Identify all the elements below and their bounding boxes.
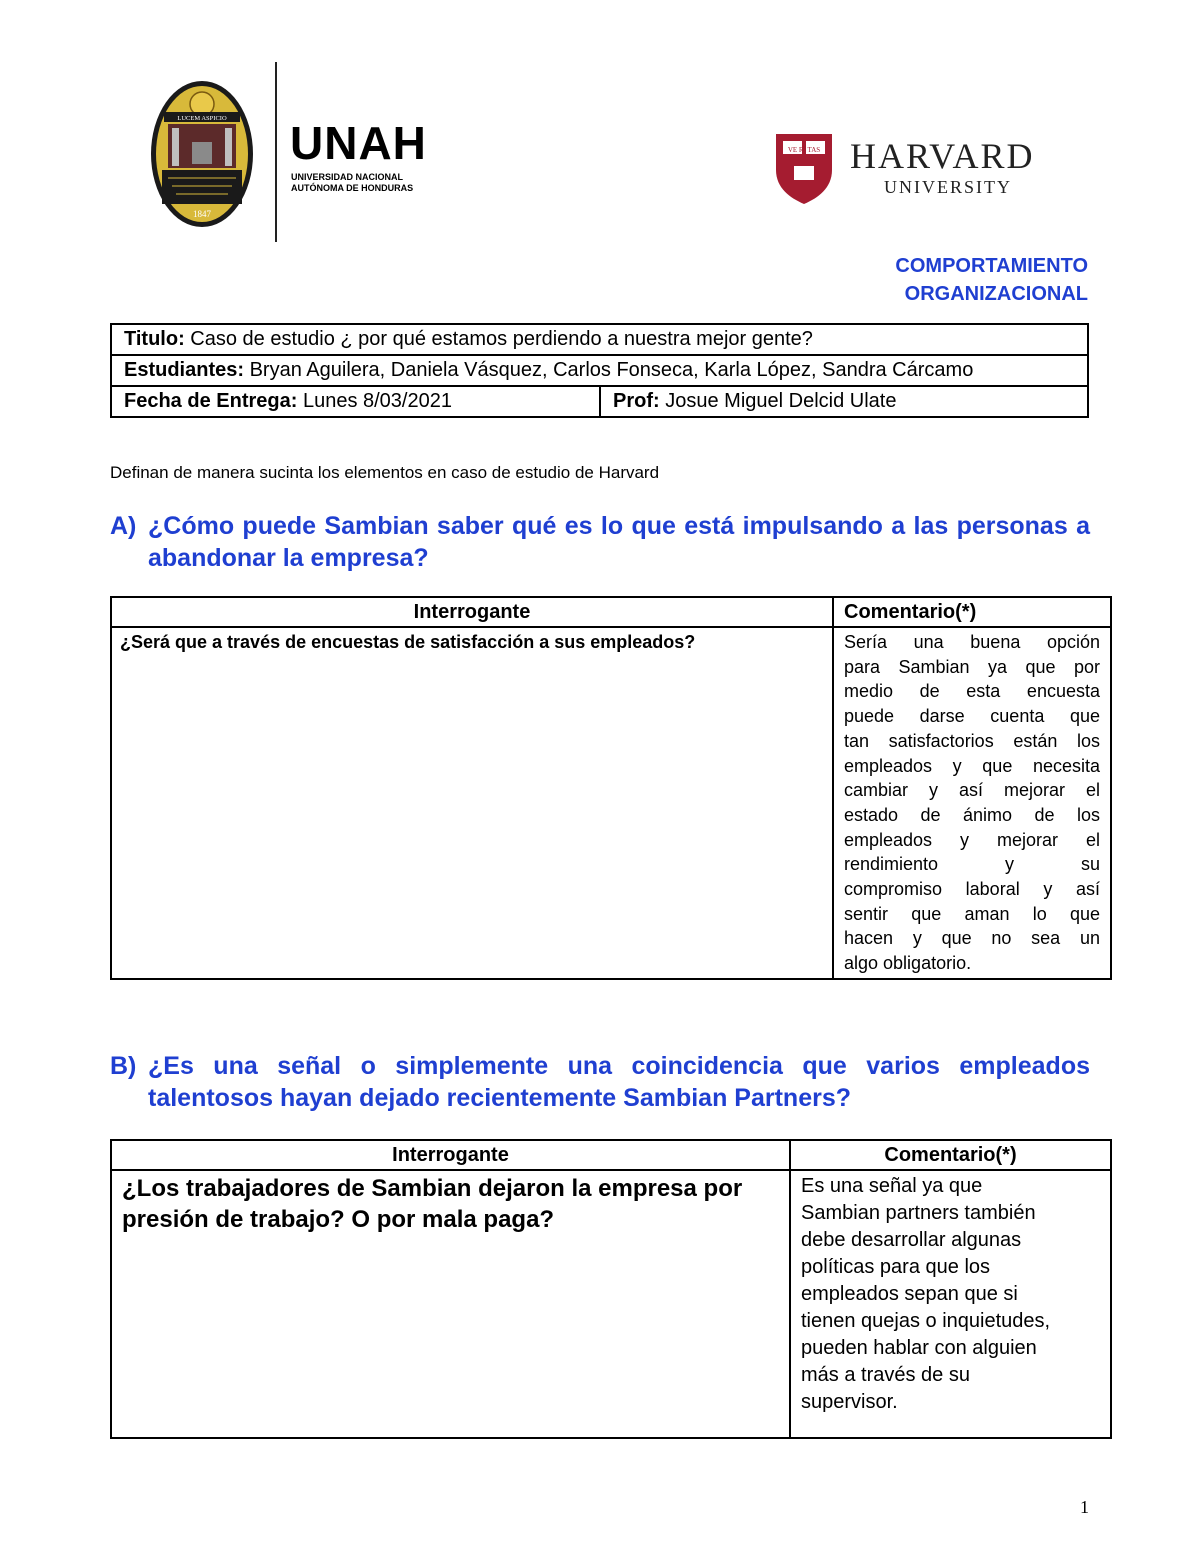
header-divider (275, 62, 277, 242)
info-date-cell: Fecha de Entrega: Lunes 8/03/2021 (111, 386, 600, 417)
comment-line: debe desarrollar algunas (801, 1229, 1022, 1251)
comment-line: tan satisfactorios están los (844, 730, 1100, 751)
info-row-date (111, 386, 1088, 417)
table-a (110, 596, 1112, 980)
title-value: Caso de estudio ¿ por qué estamos perdiendo a nuestra mejor gente? (190, 328, 813, 350)
table-b-header-row (111, 1140, 1111, 1170)
table-b (110, 1139, 1112, 1439)
comment-line: compromiso laboral y así (844, 879, 1100, 900)
harvard-wordmark: HARVARD (850, 136, 1035, 176)
info-row-title (111, 324, 1088, 355)
title-label: Titulo (124, 328, 179, 350)
table-b-col-question: Interrogante (111, 1140, 790, 1170)
comment-line: políticas para que los (801, 1256, 991, 1278)
table-a-header-row (111, 597, 1111, 627)
assignment-info-table (110, 323, 1089, 418)
svg-text:VE RI TAS: VE RI TAS (787, 146, 821, 154)
comment-line: empleados y mejorar el (844, 829, 1100, 850)
comment-line: cambiar y así mejorar el (844, 780, 1100, 801)
comment-line: estado de ánimo de los (844, 804, 1100, 825)
comment-line: sentir que aman lo que (844, 903, 1100, 924)
table-b-question-cell: ¿Los trabajadores de Sambian dejaron la empresa por presión de trabajo? O por mala paga? (111, 1170, 790, 1438)
table-a-col-comment: Comentario(*) (833, 597, 1111, 627)
question-b (110, 1050, 1090, 1116)
course-title (895, 252, 1088, 308)
unah-subtitle (291, 172, 413, 194)
students-value: Bryan Aguilera, Daniela Vásquez, Carlos Fonseca, Karla López, Sandra Cárcamo (249, 359, 974, 381)
table-b-comment-cell (790, 1170, 1111, 1438)
prof-value: Josue Miguel Delcid Ulate (665, 390, 897, 412)
table-a-col-question: Interrogante (111, 597, 833, 627)
comment-line: pueden hablar con alguien (801, 1337, 1037, 1359)
comment-line: empleados y que necesita (844, 755, 1100, 776)
info-title-cell: Titulo: Caso de estudio ¿ por qué estamos perdiendo a nuestra mejor gente? (111, 324, 1088, 355)
comment-line: rendimiento y su (844, 854, 1100, 875)
prof-label: Prof: (613, 390, 660, 412)
unah-seal-logo (150, 80, 254, 228)
table-a-row (111, 627, 1111, 979)
question-a (110, 510, 1090, 576)
comment-line: puede darse cuenta que (844, 706, 1100, 727)
question-b-text: ¿Es una señal o simplemente una coincidencia que varios empleados talentosos hayan dejado recientemente Sambian Partners? (148, 1052, 1090, 1112)
comment-line: más a través de su (801, 1364, 970, 1386)
question-a-letter: A) (110, 512, 137, 540)
table-a-comment-cell (833, 627, 1111, 979)
date-label: Fecha de Entrega (124, 390, 291, 412)
comment-line: Sambian partners también (801, 1202, 1036, 1224)
comment-line: medio de esta encuesta (844, 681, 1100, 702)
page-number: 1 (1080, 1497, 1089, 1517)
comment-line: para Sambian ya que por (844, 656, 1100, 677)
harvard-university-label: UNIVERSITY (884, 177, 1012, 197)
comment-line: supervisor. (801, 1391, 898, 1413)
students-label: Estudiantes (124, 359, 238, 381)
question-a-text: ¿Cómo puede Sambian saber qué es lo que está impulsando a las personas a abandonar la empresa? (148, 512, 1090, 572)
info-prof-cell (600, 386, 1088, 417)
instruction-text: Definan de manera sucinta los elementos en caso de estudio de Harvard (110, 463, 660, 482)
comment-line: algo obligatorio. (844, 953, 972, 974)
comment-line: Es una señal ya que (801, 1175, 983, 1197)
info-students-cell: Estudiantes: Bryan Aguilera, Daniela Vásquez, Carlos Fonseca, Karla López, Sandra Cárcamo (111, 355, 1088, 386)
comment-line: hacen y que no sea un (844, 928, 1100, 949)
table-b-row (111, 1170, 1111, 1438)
date-value: Lunes 8/03/2021 (302, 390, 452, 412)
unah-subtitle-line1: UNIVERSIDAD NACIONAL (291, 172, 404, 182)
comment-line: Sería una buena opción (844, 632, 1100, 652)
comment-line: empleados sepan que si (801, 1283, 1018, 1305)
unah-subtitle-line2: AUTÓNOMA DE HONDURAS (291, 183, 414, 193)
course-title-line1: COMPORTAMIENTO (895, 255, 1088, 277)
table-a-comment-lines (844, 630, 1100, 976)
question-b-letter: B) (110, 1052, 137, 1080)
unah-wordmark: UNAH (290, 117, 427, 169)
comment-line: tienen quejas o inquietudes, (801, 1310, 1051, 1332)
table-b-comment-lines (801, 1173, 1100, 1416)
table-a-question-cell: ¿Será que a través de encuestas de satisfacción a sus empleados? (111, 627, 833, 979)
svg-text:1847: 1847 (193, 209, 211, 219)
course-title-line2: ORGANIZACIONAL (904, 283, 1088, 305)
info-row-students (111, 355, 1088, 386)
svg-text:LUCEM ASPICIO: LUCEM ASPICIO (177, 115, 227, 122)
harvard-shield-logo (774, 132, 834, 206)
table-b-col-comment: Comentario(*) (790, 1140, 1111, 1170)
